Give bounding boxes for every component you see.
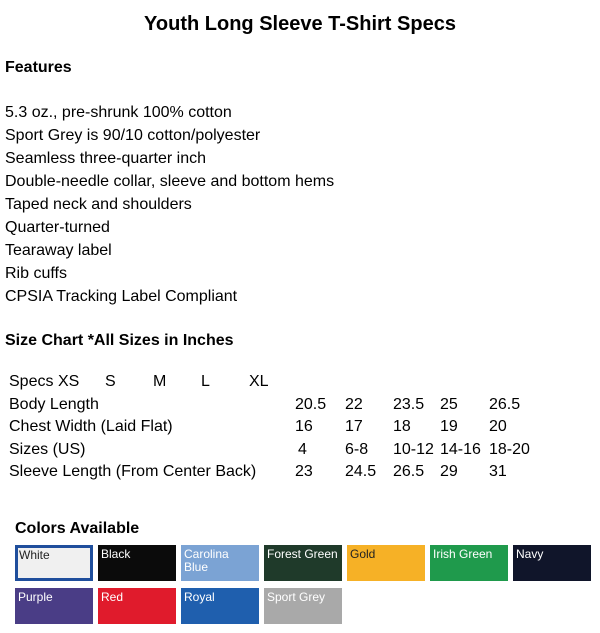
- swatch-label: Irish Green: [433, 547, 493, 561]
- row-label: Chest Width (Laid Flat): [9, 418, 173, 436]
- page-title: Youth Long Sleeve T-Shirt Specs: [144, 13, 456, 35]
- feature-item: 5.3 oz., pre-shrunk 100% cotton: [5, 104, 232, 121]
- swatch-label: Gold: [350, 547, 376, 561]
- color-swatch-purple[interactable]: [15, 588, 93, 624]
- table-cell: 23.5: [393, 395, 425, 413]
- table-cell: 29: [440, 463, 458, 481]
- color-swatch-gold[interactable]: [347, 545, 425, 581]
- swatch-label: Purple: [18, 590, 53, 604]
- table-cell: 20.5: [295, 395, 327, 413]
- swatch-label: Red: [101, 590, 124, 604]
- table-cell: 22: [345, 395, 363, 413]
- feature-item: Sport Grey is 90/10 cotton/polyester: [5, 127, 261, 144]
- feature-item: Rib cuffs: [5, 265, 67, 282]
- table-cell: 31: [489, 463, 507, 481]
- row-label: Sleeve Length (From Center Back): [9, 463, 257, 481]
- feature-item: Quarter-turned: [5, 219, 110, 236]
- swatch-label: Carolina Blue: [184, 547, 229, 574]
- table-cell: 19: [440, 418, 458, 436]
- swatch-label: Black: [101, 547, 131, 561]
- color-swatch-royal[interactable]: [181, 588, 259, 624]
- color-swatch-red[interactable]: [98, 588, 176, 624]
- feature-item: Taped neck and shoulders: [5, 196, 192, 213]
- table-cell: 25: [440, 395, 458, 413]
- color-swatch-carolina-blue[interactable]: [181, 545, 259, 581]
- size-header-cell: XL: [249, 373, 269, 390]
- swatch-label: Navy: [516, 547, 544, 561]
- table-cell: 6-8: [345, 440, 369, 458]
- features-list: [5, 101, 334, 308]
- color-swatch-forest-green[interactable]: [264, 545, 342, 581]
- table-cell: 18-20: [489, 440, 530, 458]
- swatch-label: Forest Green: [267, 547, 338, 561]
- size-header-label: Specs: [9, 373, 54, 390]
- color-swatch-black[interactable]: [98, 545, 176, 581]
- table-cell: 26.5: [489, 395, 521, 413]
- color-swatch-navy[interactable]: [513, 545, 591, 581]
- features-heading: Features: [5, 59, 72, 76]
- feature-item: CPSIA Tracking Label Compliant: [5, 288, 238, 305]
- table-cell: 23: [295, 463, 313, 481]
- row-label: Body Length: [9, 395, 99, 413]
- table-cell: 17: [345, 418, 363, 436]
- feature-item: Tearaway label: [5, 242, 112, 259]
- swatch-label: Royal: [184, 590, 215, 604]
- feature-item: Double-needle collar, sleeve and bottom hems: [5, 173, 335, 190]
- table-cell: 18: [393, 418, 411, 436]
- size-chart-heading: Size Chart *All Sizes in Inches: [5, 332, 234, 349]
- table-cell: 10-12: [393, 440, 434, 458]
- size-header-cell: S: [105, 373, 116, 390]
- table-cell: 24.5: [345, 463, 377, 481]
- table-cell: 16: [295, 418, 313, 436]
- size-header-cell: L: [201, 373, 210, 390]
- row-label: Sizes (US): [9, 440, 86, 458]
- table-cell: 20: [489, 418, 507, 436]
- color-swatch-white[interactable]: [15, 545, 93, 581]
- swatch-label: Sport Grey: [267, 590, 326, 604]
- color-swatch-sport-grey[interactable]: [264, 588, 342, 624]
- table-cell: 14-16: [440, 440, 481, 458]
- size-header-cell: M: [153, 373, 167, 390]
- table-cell: 26.5: [393, 463, 425, 481]
- table-cell: 4: [298, 440, 307, 458]
- colors-heading: Colors Available: [15, 520, 140, 537]
- swatch-label: White: [19, 548, 50, 562]
- feature-item: Seamless three-quarter inch: [5, 150, 206, 167]
- size-header-cell: XS: [58, 373, 80, 390]
- color-swatch-irish-green[interactable]: [430, 545, 508, 581]
